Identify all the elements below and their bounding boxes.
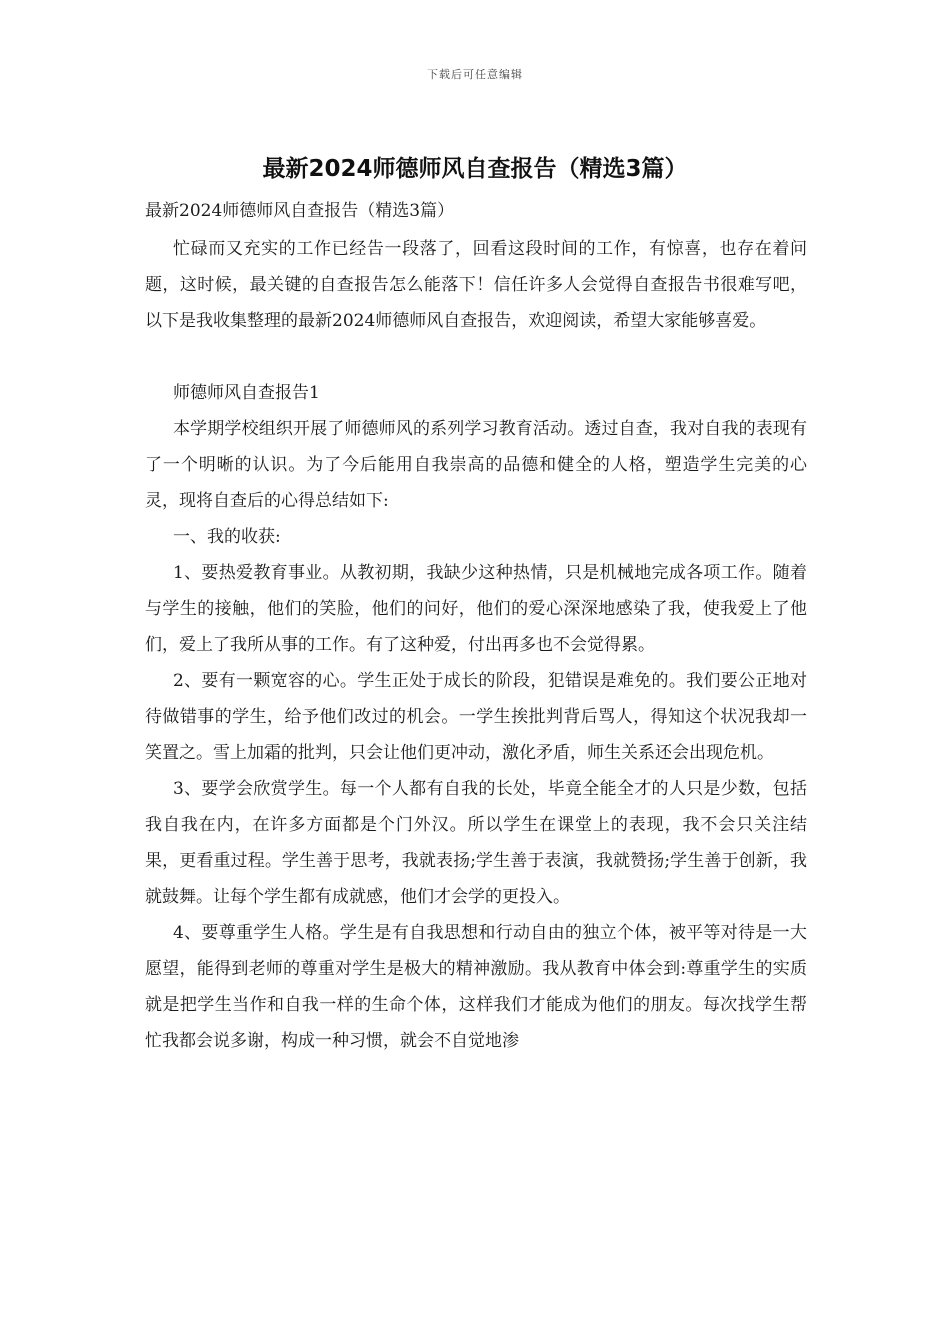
body-paragraph: 本学期学校组织开展了师德师风的系列学习教育活动。透过自查，我对自我的表现有了一个明晰的认识。为了今后能用自我崇高的品德和健全的人格，塑造学生完美的心灵，现将自查后的心得总结如下:	[145, 419, 807, 511]
body-paragraph: 4、要尊重学生人格。学生是有自我思想和行动自由的独立个体，被平等对待是一大愿望，能得到老师的尊重对学生是极大的精神激励。我从教育中体会到:尊重学生的实质就是把学生当作和自我一样的生命个体，这样我们才能成为他们的朋友。每次找学生帮忙我都会说多谢，构成一种习惯，就会不自觉地渗	[145, 923, 807, 1051]
body-paragraph: 2、要有一颗宽容的心。学生正处于成长的阶段，犯错误是难免的。我们要公正地对待做错事的学生，给予他们改过的机会。一学生挨批判背后骂人，得知这个状况我却一笑置之。雪上加霜的批判，只会让他们更冲动，激化矛盾，师生关系还会出现危机。	[145, 671, 807, 763]
body-paragraph: 一、我的收获:	[173, 527, 281, 547]
paragraph-gap	[145, 339, 807, 375]
document-title: 最新2024师德师风自查报告（精选3篇）	[262, 156, 688, 182]
document-body	[145, 195, 807, 1059]
intro-paragraph: 忙碌而又充实的工作已经告一段落了，回看这段时间的工作，有惊喜，也存在着问题，这时候，最关键的自查报告怎么能落下！信任许多人会觉得自查报告书很难写吧，以下是我收集整理的最新2024师德师风自查报告，欢迎阅读，希望大家能够喜爱。	[145, 239, 807, 331]
section-heading: 师德师风自查报告1	[173, 383, 320, 403]
header-note: 下载后可任意编辑	[427, 68, 523, 81]
document-subtitle: 最新2024师德师风自查报告（精选3篇）	[145, 201, 455, 221]
body-paragraph: 1、要热爱教育事业。从教初期，我缺少这种热情，只是机械地完成各项工作。随着与学生的接触，他们的笑脸，他们的问好，他们的爱心深深地感染了我，使我爱上了他们，爱上了我所从事的工作。有了这种爱，付出再多也不会觉得累。	[145, 563, 807, 655]
body-paragraph: 3、要学会欣赏学生。每一个人都有自我的长处，毕竟全能全才的人只是少数，包括我自我在内，在许多方面都是个门外汉。所以学生在课堂上的表现，我不会只关注结果，更看重过程。学生善于思考，我就表扬;学生善于表演，我就赞扬;学生善于创新，我就鼓舞。让每个学生都有成就感，他们才会学的更投入。	[145, 779, 807, 907]
